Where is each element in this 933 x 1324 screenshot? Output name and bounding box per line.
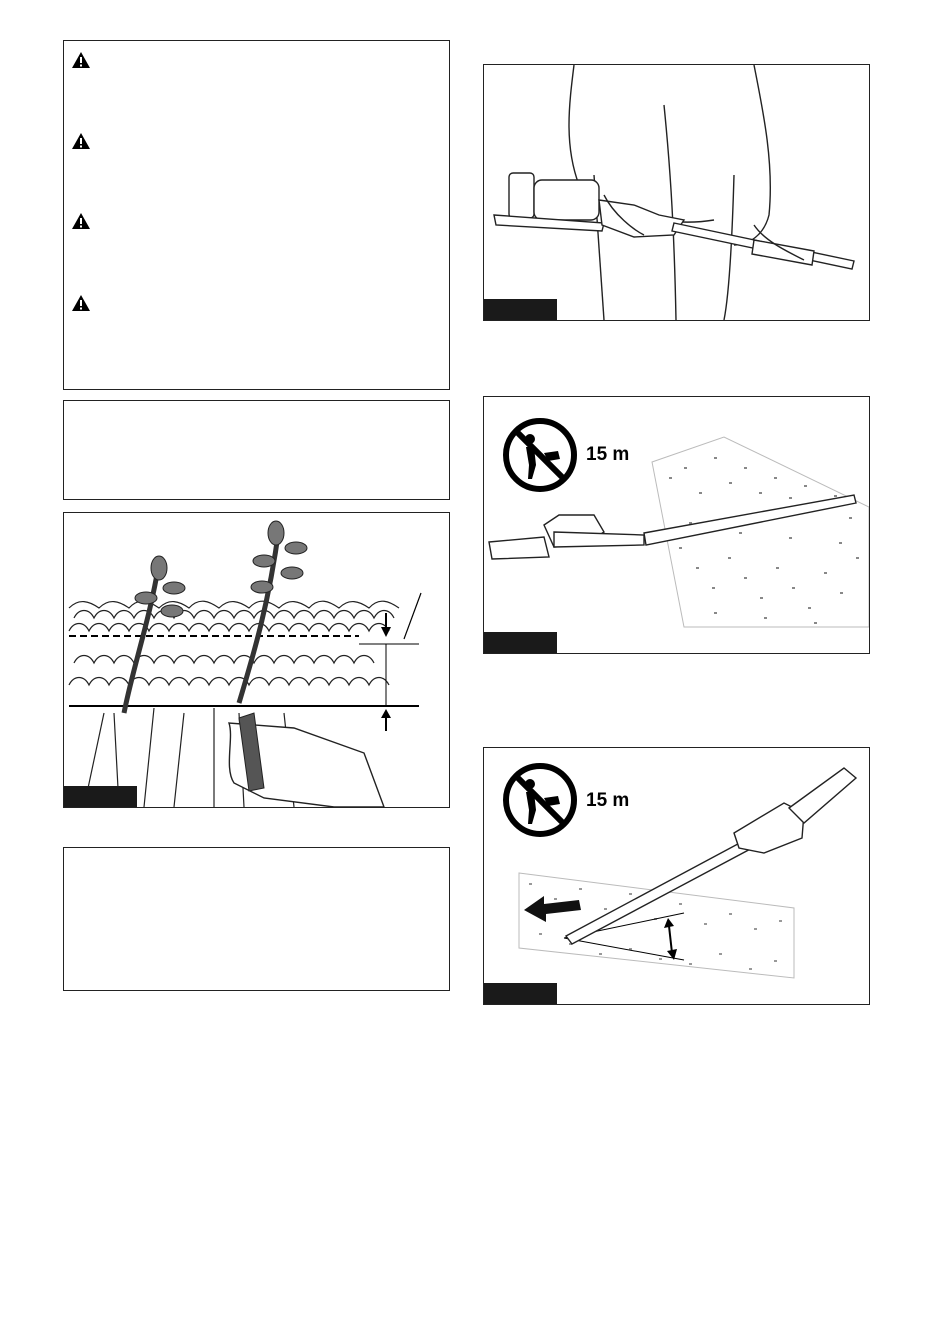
figure-number-tag bbox=[483, 983, 557, 1005]
warning-triangle-icon bbox=[71, 51, 91, 69]
warning-box bbox=[63, 40, 450, 390]
operator-illustration bbox=[484, 65, 869, 320]
hedge-trimmer-horizontal-illustration bbox=[484, 397, 869, 653]
distance-label: 15 m bbox=[586, 444, 630, 465]
notice-box bbox=[63, 400, 450, 500]
distance-label: 15 m bbox=[586, 790, 630, 811]
hedge-trimmer-angled-illustration bbox=[484, 748, 869, 1004]
figure-number-tag bbox=[483, 632, 557, 654]
figure-number-tag bbox=[63, 786, 137, 808]
figure-number-tag bbox=[483, 299, 557, 321]
warning-triangle-icon bbox=[71, 132, 91, 150]
figure-angled-cutting bbox=[483, 747, 870, 1005]
figure-operator-holding bbox=[483, 64, 870, 321]
figure-side-cutting bbox=[483, 396, 870, 654]
hedge-illustration bbox=[64, 513, 449, 807]
notice-box-2 bbox=[63, 847, 450, 991]
warning-triangle-icon bbox=[71, 212, 91, 230]
warning-triangle-icon bbox=[71, 294, 91, 312]
figure-hedge-height bbox=[63, 512, 450, 808]
